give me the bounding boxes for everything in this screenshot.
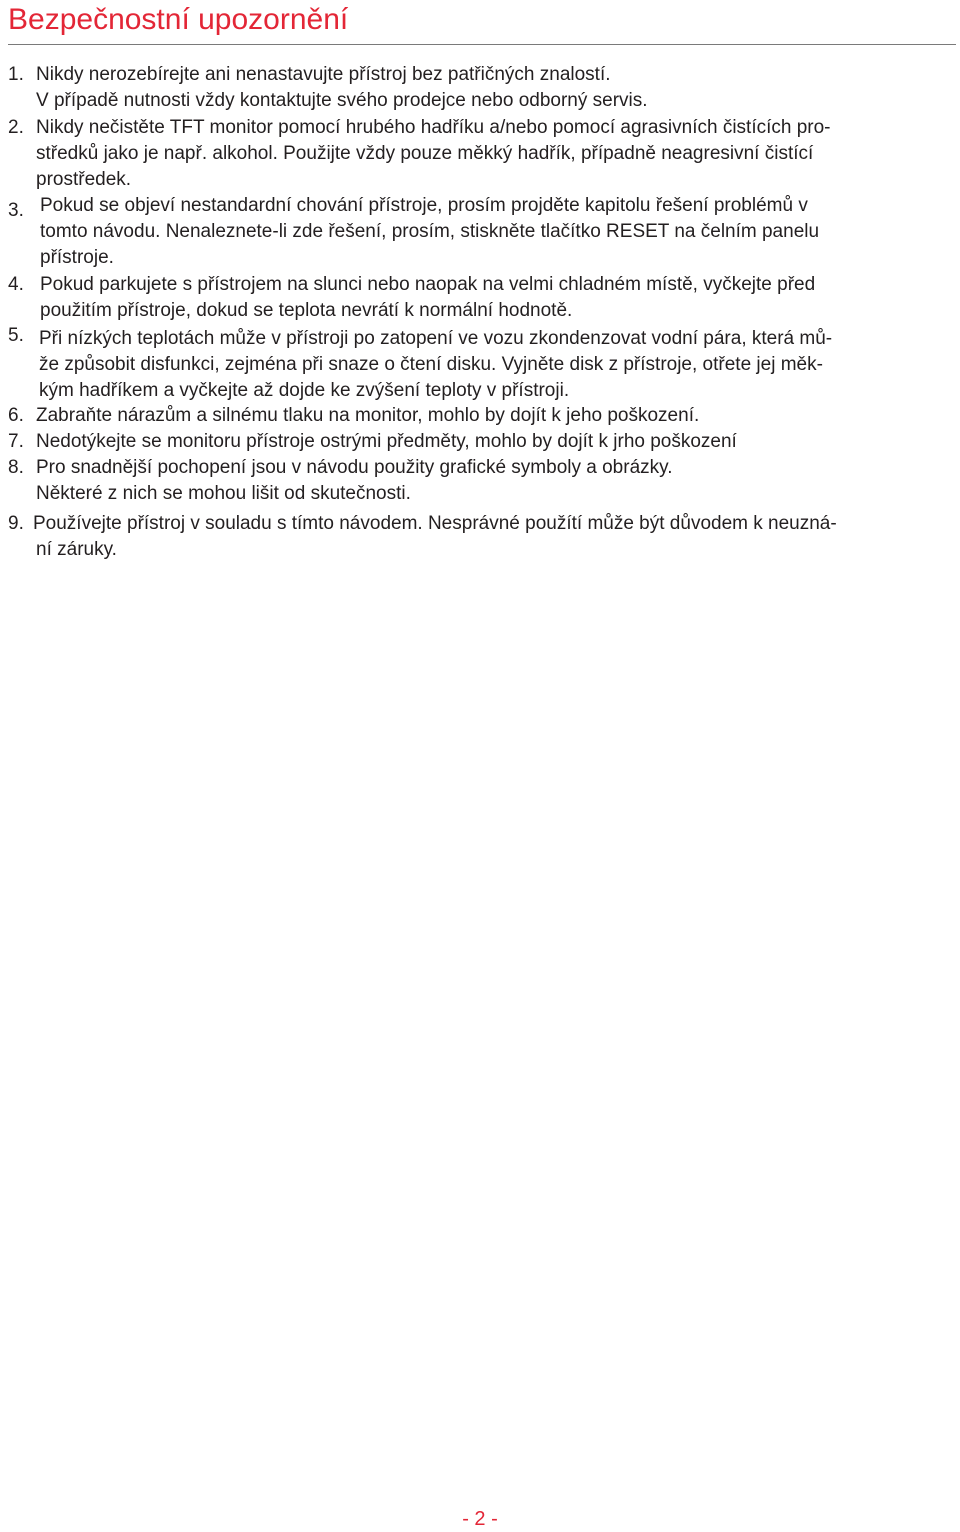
list-item xyxy=(8,115,956,193)
list-item xyxy=(8,62,956,114)
list-item xyxy=(8,193,956,271)
list-item xyxy=(8,326,956,404)
item-line: že způsobit disfunkci, zejména při snaze o čtení disku. Vyjněte disk z přístroje, otřete jej měk- xyxy=(39,354,823,375)
item-line: Nikdy nečistěte TFT monitor pomocí hrubého hadříku a/nebo pomocí agrasivních čistících pro- xyxy=(36,117,831,138)
list-item xyxy=(8,511,956,563)
item-line: Při nízkých teplotách může v přístroji po zatopení ve vozu zkondenzovat vodní pára, která mů- xyxy=(39,328,833,349)
page-number: - 2 - xyxy=(462,1508,498,1530)
item-line: kým hadříkem a vyčkejte až dojde ke zvýšení teploty v přístroji. xyxy=(39,380,570,401)
item-line: Zabraňte nárazům a silnému tlaku na monitor, mohlo by dojít k jeho poškození. xyxy=(36,405,700,426)
item-line: Pokud se objeví nestandardní chování přístroje, prosím projděte kapitolu řešení problémů v xyxy=(40,195,808,216)
list-item xyxy=(8,272,956,324)
item-line: V případě nutnosti vždy kontaktujte svého prodejce nebo odborný servis. xyxy=(36,90,648,111)
item-number: 6. xyxy=(8,405,24,426)
item-number: 9. xyxy=(8,513,24,534)
item-number: 1. xyxy=(8,64,24,85)
list-item xyxy=(8,429,956,455)
item-line: přístroje. xyxy=(40,247,114,268)
item-number: 5. xyxy=(8,325,24,346)
item-number: 3. xyxy=(8,200,24,221)
item-number: 2. xyxy=(8,117,24,138)
page-title: Bezpečnostní upozornění xyxy=(8,3,349,36)
item-line: Některé z nich se mohou lišit od skutečnosti. xyxy=(36,483,411,504)
item-line: tomto návodu. Nenaleznete-li zde řešení, prosím, stiskněte tlačítko RESET na čelním panelu xyxy=(40,221,820,242)
item-line: Nedotýkejte se monitoru přístroje ostrými předměty, mohlo by dojít k jrho poškození xyxy=(36,431,737,452)
title-divider xyxy=(8,44,956,45)
list-item xyxy=(8,403,956,429)
item-line: Nikdy nerozebírejte ani nenastavujte přístroj bez patřičných znalostí. xyxy=(36,64,611,85)
item-line: prostředek. xyxy=(36,169,132,190)
item-number: 7. xyxy=(8,431,24,452)
item-number: 4. xyxy=(8,274,24,295)
item-line: Pro snadnější pochopení jsou v návodu použity grafické symboly a obrázky. xyxy=(36,457,673,478)
list-item xyxy=(8,455,956,507)
item-line: středků jako je např. alkohol. Použijte vždy pouze měkký hadřík, případně neagresivní čistící xyxy=(36,143,814,164)
item-number: 8. xyxy=(8,457,24,478)
item-line: použitím přístroje, dokud se teplota nevrátí k normální hodnotě. xyxy=(40,300,573,321)
item-line: Používejte přístroj v souladu s tímto návodem. Nesprávné použítí může být důvodem k neuzná- xyxy=(33,513,837,534)
item-line: Pokud parkujete s přístrojem na slunci nebo naopak na velmi chladném místě, vyčkejte před xyxy=(40,274,816,295)
item-line: ní záruky. xyxy=(36,539,117,560)
